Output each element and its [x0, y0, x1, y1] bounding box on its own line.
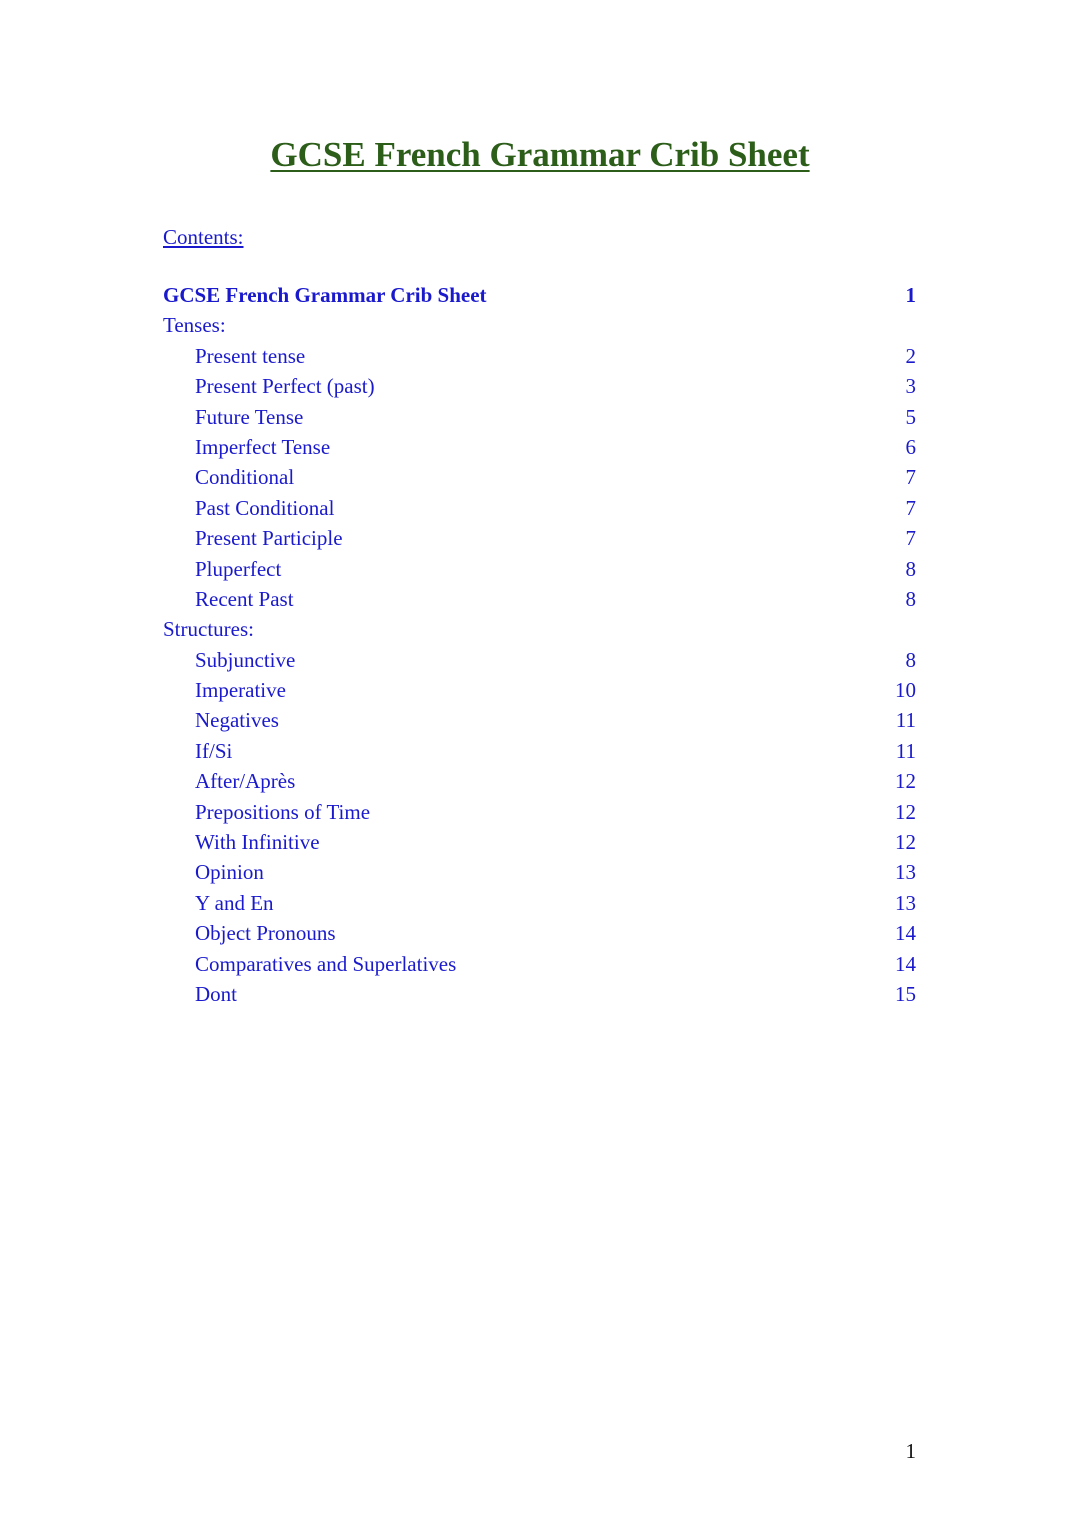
toc-entry[interactable]: [163, 494, 916, 524]
toc-entry-page-number: 14: [895, 951, 916, 976]
toc-entry-label: Object Pronouns: [195, 921, 336, 946]
contents-heading[interactable]: Contents:: [163, 225, 244, 249]
toc-entry-label: Future Tense: [195, 404, 304, 429]
toc-entry-page-number: 12: [895, 830, 916, 855]
toc-entry-page-number: 13: [895, 890, 916, 915]
toc-entry-page-number: 11: [895, 738, 916, 763]
toc-entry-label: Opinion: [195, 860, 264, 885]
toc-entry[interactable]: [163, 463, 916, 493]
toc-entry-page-number: 6: [905, 434, 916, 459]
toc-entry-page-number: 5: [905, 404, 916, 429]
toc-entry[interactable]: [163, 403, 916, 433]
toc-entry[interactable]: [163, 372, 916, 402]
toc-entry-label: Y and En: [195, 890, 274, 915]
toc-entry-label: GCSE French Grammar Crib Sheet: [163, 283, 487, 307]
toc-entry-label: Tenses:: [163, 313, 226, 338]
toc-entry-label: Structures:: [163, 617, 254, 642]
toc-entry-label: Imperfect Tense: [195, 434, 331, 459]
toc-entry-label: Pluperfect: [195, 556, 282, 581]
toc-entry[interactable]: [163, 646, 916, 676]
toc-entry-label: Present Participle: [195, 526, 343, 551]
toc-entry[interactable]: [163, 281, 916, 311]
toc-entry-page-number: 12: [895, 769, 916, 794]
toc-entry-label: Conditional: [195, 465, 295, 490]
toc-entry-page-number: 15: [895, 981, 916, 1006]
toc-entry[interactable]: [163, 706, 916, 736]
toc-entry-page-number: 13: [895, 860, 916, 885]
toc-entry-page-number: 2: [905, 343, 916, 368]
toc-entry[interactable]: [163, 980, 916, 1010]
toc-entry[interactable]: [163, 342, 916, 372]
toc-entry-label: Negatives: [195, 708, 279, 733]
toc-entry-label: Recent Past: [195, 586, 294, 611]
toc-entry-page-number: 7: [905, 495, 916, 520]
toc-entry[interactable]: [163, 798, 916, 828]
toc-entry[interactable]: [163, 737, 916, 767]
toc-entry-page-number: 10: [895, 678, 916, 703]
document-title: GCSE French Grammar Crib Sheet: [270, 135, 810, 174]
toc-entry-page-number: 1: [905, 283, 916, 307]
toc-entry-page-number: 7: [905, 526, 916, 551]
toc-entry[interactable]: [163, 919, 916, 949]
toc-entry[interactable]: [163, 767, 916, 797]
toc-entry-label: With Infinitive: [195, 830, 320, 855]
toc-entry[interactable]: [163, 585, 916, 615]
toc-entry-page-number: 11: [895, 708, 916, 733]
toc-entry-label: Imperative: [195, 678, 286, 703]
page-number: 1: [905, 1439, 916, 1463]
toc-entry-label: Comparatives and Superlatives: [195, 951, 457, 976]
toc-entry-page-number: 8: [905, 556, 916, 581]
toc-entry[interactable]: [163, 828, 916, 858]
toc-entry[interactable]: [163, 676, 916, 706]
toc-entry-page-number: 7: [905, 465, 916, 490]
toc-entry[interactable]: [163, 555, 916, 585]
toc-entry[interactable]: [163, 524, 916, 554]
toc-entry[interactable]: [163, 950, 916, 980]
toc-entry-label: Dont: [195, 981, 237, 1006]
table-of-contents: [163, 281, 916, 1010]
toc-entry-page-number: 8: [905, 647, 916, 672]
toc-entry-page-number: 8: [905, 586, 916, 611]
toc-entry[interactable]: [163, 615, 916, 645]
toc-entry[interactable]: [163, 311, 916, 341]
toc-entry-page-number: 14: [895, 921, 916, 946]
toc-entry[interactable]: [163, 858, 916, 888]
toc-entry-page-number: 3: [905, 374, 916, 399]
toc-entry-label: Subjunctive: [195, 647, 296, 672]
toc-entry-label: If/Si: [195, 738, 233, 763]
toc-entry-page-number: 12: [895, 799, 916, 824]
toc-entry-label: Present Perfect (past): [195, 374, 375, 399]
toc-entry[interactable]: [163, 889, 916, 919]
toc-entry-label: After/Après: [195, 769, 296, 794]
toc-entry[interactable]: [163, 433, 916, 463]
toc-entry-label: Present tense: [195, 343, 306, 368]
toc-entry-label: Prepositions of Time: [195, 799, 371, 824]
toc-entry-label: Past Conditional: [195, 495, 335, 520]
